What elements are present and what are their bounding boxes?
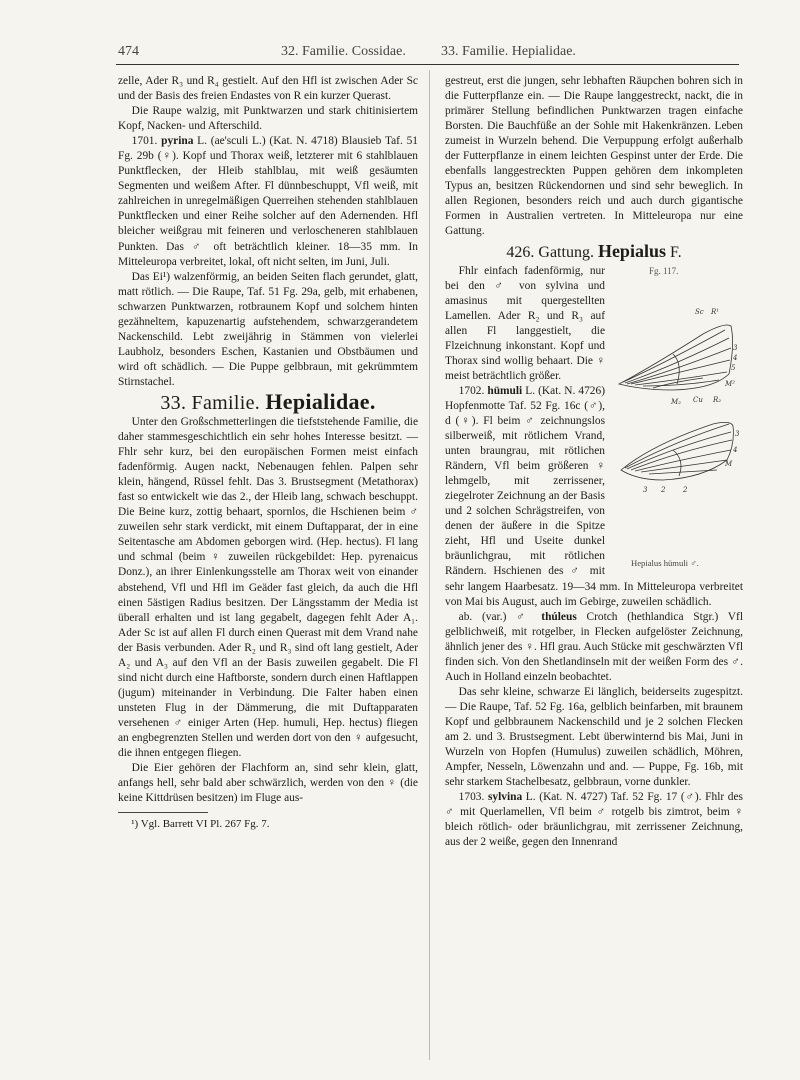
- svg-text:3: 3: [735, 429, 740, 438]
- family-heading: [118, 390, 418, 415]
- genus-number: 426. Gattung.: [506, 243, 594, 261]
- column-separator: [429, 70, 430, 1060]
- svg-text:5: 5: [731, 363, 736, 372]
- genus-heading: [445, 240, 743, 264]
- svg-text:2: 2: [661, 485, 666, 494]
- header-right-title: 33. Familie. Hepialidae.: [441, 44, 576, 59]
- svg-text:4: 4: [733, 445, 738, 454]
- svg-text:M₂: M₂: [671, 397, 681, 406]
- svg-text:2: 2: [683, 485, 688, 494]
- svg-text:M: M: [725, 459, 733, 468]
- footnote: ¹) Vgl. Barrett VI Pl. 267 Fg. 7.: [131, 818, 270, 831]
- figure-label: Fg. 117.: [649, 265, 679, 276]
- paragraph: Unter den Großschmetterlingen die tiefststehende Familie, die daher stammesgeschichtlich ein sehr hohes Interesse besitzt. — Fhlr sehr kurz, bei den europäischen Formen meist einfach fadenförmig. Augen nackt, Nebenaugen fehlen. Palpen sehr klein, hängend, Rüssel fehlt. Das 3. Brustsegment (Metathorax) fast so entwickelt wie das 2., der Hleib lang, schwach beschuppt. Die Beine kurz, zottig behaart, spornlos, die Hschienen beim ♂ zuweilen sehr stark verdickt, mit einem Duftapparat, der in eine Seitentasche am Abdomen geborgen wird. (Hep. hectus). Fl lang und schmal (beim ♀ zuweilen rückgebildet: Hep. pyrenaicus Donz.), an ihrer Einlenkungsstelle am Thorax weit von einander abstehend, Vfl und Hfl im Geäder fast gleich, da auch die Hfl einen 5ästigen Radius besitzen. Der Längsstamm der Media ist überall erhalten und ist lang gegabelt, dagegen fehlt Ader A₁. Ader Sc ist auf allen Fl durch einen Querast mit dem Vrand nahe der Basis verbunden. Ader R₂ und R₃ sind oft lang gestielt, Ader A₂ und A₃ auf den Vfl an der Basis zuweilen gegabelt. Die Fl sind nicht durch eine Haftborste, sondern durch einen Haftlappen (jugum) miteinander in Verbindung. Die Falter haben einen unsteten Flug in der Dämmerung, die mit Duftapparaten versehenen ♂ einiger Arten (Hep. humuli, Hep. hectus) fliegen an engbegrenzten Stellen und werden dort von den ♀ aufgesucht, die ihnen entgegen fliegen.: [118, 415, 418, 760]
- family-name: Hepialidae.: [265, 388, 376, 414]
- paragraph: zelle, Ader R₃ und R₄ gestielt. Auf den Hfl ist zwischen Ader Sc und der Basis des freien Endastes von R ein kurzer Querast.: [118, 75, 418, 103]
- species-number: 1703.: [458, 791, 485, 804]
- species-entry: [445, 790, 743, 850]
- svg-text:R¹: R¹: [711, 307, 720, 316]
- species-text: L. (ae'sculi L.) (Kat. N. 4718) Blausieb Taf. 51 Fg. 29b (♀). Kopf und Thorax weiß, letzterer mit 6 stahlblauen Punktflecken, der Hleib stahlblau, mit weiß gesäumten Segmenten und weißem After. Fl dünnbeschuppt, Vfl weiß, mit zahlreichen in unregelmäßigen Querreihen stehenden stahlblauen Punktflecken und einer Reihe solcher auf den Adernenden. Hfl bleicher weißgrau mit feineren und verloscheneren stahlblauen Punkten. Das ♂ oft beträchtlich kleiner. 18—35 mm. In Mitteleuropa verbreitet, lokal, oft nicht selten, im Juni, Juli.: [118, 135, 418, 268]
- running-header: [0, 44, 800, 66]
- species-name: hümuli: [487, 384, 523, 397]
- paragraph: Das Ei¹) walzenförmig, an beiden Seiten flach gerundet, glatt, matt rötlich. — Die Raupe, Taf. 51 Fg. 29a, gelb, mit erhabenen, schwarzen Punktwarzen, rotbraunem Kopf und solchem hinten gezähneltem, kapuzenartig aufstehendem, schwarzgerandetem Nackenschild. Lebt zweijährig in Stämmen von vielerlei Laubholz, besonders Eschen, Kastanien und Obstbäumen und wird oft schädlich. — Die Puppe gelbbraun, mit gekrümmtem Stirnstachel.: [118, 270, 418, 388]
- genus-name: Hepialus: [597, 240, 666, 261]
- header-left-title: 32. Familie. Cossidae.: [281, 44, 406, 59]
- svg-text:M²: M²: [725, 379, 735, 388]
- svg-text:Cu: Cu: [693, 395, 703, 404]
- paragraph: Die Eier gehören der Flachform an, sind sehr klein, glatt, anfangs hell, sehr bald aber schwärzlich, werden von den ♀ (die keine Kittdrüsen besitzen) im Fluge aus-: [118, 762, 418, 805]
- species-entry: [118, 134, 418, 269]
- svg-text:4: 4: [733, 353, 738, 362]
- variety-prefix: ab. (var.) ♂: [458, 610, 542, 623]
- right-column: [445, 74, 743, 850]
- wing-diagram: [613, 274, 743, 554]
- left-column: [118, 74, 418, 832]
- header-rule: [116, 64, 739, 65]
- paragraph: Fhlr einfach fadenförmig, nur bei den ♂ von sylvina und amasinus mit quergestellten Lamellen. Ader R₂ und R₃ auf allen Fl langgestielt, die Flzeichnung inkonstant. Kopf und Thorax sind wollig behaart. Die ♀ meist beträchtlich größer.: [445, 264, 605, 382]
- species-name: pyrina: [161, 135, 194, 148]
- variety-entry: [445, 610, 743, 685]
- variety-text: Crotch (hethlandica Stgr.) Vfl gelblichweiß, mit rotgelber, in Flecken aufgelöster Zeichnung, ähnlich jener des ♀. Hfl grau. Auch Stücke mit geschwärzten Vfl finden sich. Von den Shetlandinseln mit der weißen Form des ♂. Auch in Holland einzeln beobachtet.: [445, 610, 743, 683]
- svg-text:R₂: R₂: [713, 395, 722, 404]
- paragraph: Die Raupe walzig, mit Punktwarzen und stark chitinisiertem Kopf, Nacken- und Afterschild.: [118, 105, 418, 133]
- wing-venation-figure: [613, 264, 743, 568]
- species-number: 1702.: [458, 384, 485, 397]
- family-number: 33. Familie.: [160, 391, 261, 414]
- species-name: sylvina: [487, 791, 523, 804]
- figure-caption: Hepialus hümuli ♂.: [631, 557, 699, 568]
- species-number: 1701.: [131, 135, 158, 148]
- svg-text:Sc: Sc: [695, 307, 704, 316]
- paragraph: gestreut, erst die jungen, sehr lebhaften Räupchen bohren sich in die Futterpflanze ein. — Die Raupe langgestreckt, nackt, die in primärer Stellung befindlichen Punktwarzen tragen einfache Borsten. Die Bauchfüße an der Sohle mit Hakenkränzen. Leben zumeist in Wurzeln behend. Die Verpuppung erfolgt außerhalb der Futterpflanze in einem leichten Gespinst unter der Erde. Die ebenfalls langgestreckten Puppen gehören dem inkompleten Typus an, besitzen Rückendornen und sind sehr beweglich. In allen Regionen, besonders reich und auch durch gigantische Formen in Australien vertreten. In Mitteleuropa nur eine Gattung.: [445, 75, 743, 238]
- paragraph: Das sehr kleine, schwarze Ei länglich, beiderseits zugespitzt. — Die Raupe, Taf. 52 Fg. 16a, gelblich beinfarben, mit braunem Kopf und gelbbraunem Nackenschild und je 2 solchen Flecken am 2. und 3. Brustsegment. Lebt überwinternd bis Mai, Juni in Wurzeln von Hopfen (Humulus) zuweilen schädlich, Möhren, Ampfer, Nesseln, Löwenzahn und and. — Puppe, Fg. 16b, mit sehr starkem Stachelbesatz, gelbbraun, vorne dunkler.: [445, 685, 743, 789]
- svg-text:3: 3: [733, 343, 738, 352]
- species-text: L. (Kat. N. 4726) Hopfenmotte Taf. 52 Fg. 16c (♂), d (♀). Fl beim ♂ zeichnungslos silberweiß, mit rötlichem Vrand, unten braungrau, mit rötlichen Rändern, Vfl beim größeren ♀ lehmgelb, mit zerrissener, ziegelroter Zeichnung an der Basis und 2 solchen Schrägstreifen, von denen der äußere in die Spitze zieht, Hfl und Useite dunkel bräunlichgrau, mit rötlichen Rändern. Hschienen des ♂ mit sehr langem Haarbesatz. 19—34 mm. In Mitteleuropa verbreitet von Mai bis August, auch im Gebirge, zuweilen schädlich.: [445, 384, 743, 608]
- genus-author: F.: [669, 243, 682, 261]
- page-number: 474: [118, 44, 139, 59]
- species-text: L. (Kat. N. 4727) Taf. 52 Fg. 17 (♂). Fhlr des ♂ mit Querlamellen, Vfl beim ♂ rotgelb bis zimtrot, beim ♀ bleich rötlich- oder bräunlichgrau, mit zerrissener Zeichnung, aus der 2 weiße, gegen den Innenrand: [445, 791, 743, 849]
- variety-name: thúleus: [541, 610, 577, 623]
- svg-text:3: 3: [643, 485, 648, 494]
